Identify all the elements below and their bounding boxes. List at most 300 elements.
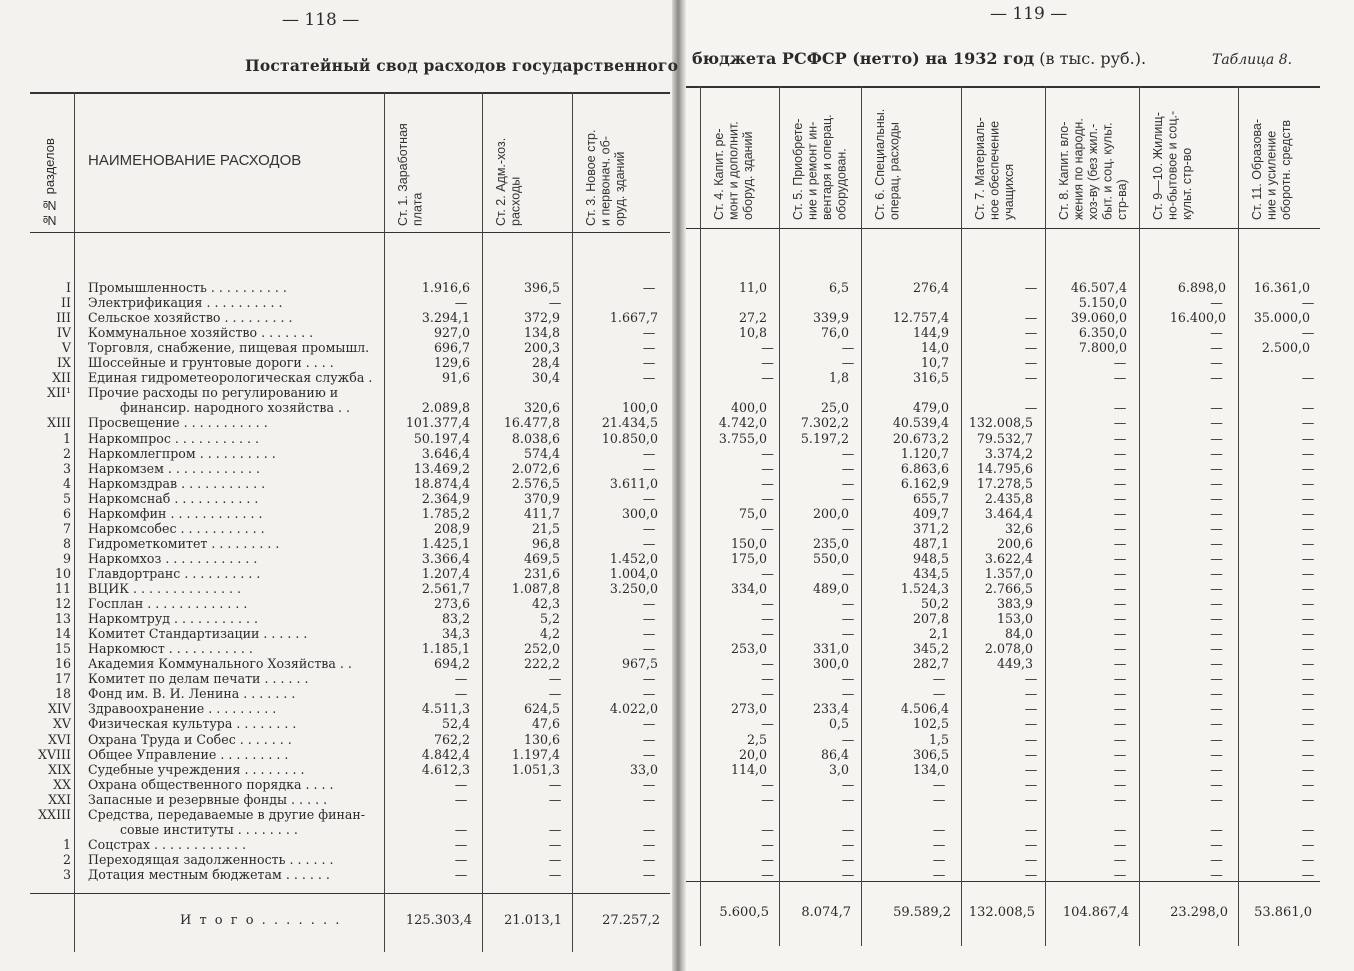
empty-cell: — (1301, 701, 1315, 717)
table-row (0, 355, 1354, 370)
section-number: 14 (54, 626, 71, 642)
empty-cell: — (642, 626, 656, 642)
empty-cell: — (1301, 836, 1315, 852)
section-number: XXI (48, 791, 71, 807)
value-cell: 574,4 (523, 445, 560, 461)
value-cell: 409,7 (912, 505, 949, 521)
empty-cell: — (1301, 445, 1315, 461)
value-cell: 489,0 (812, 581, 849, 596)
value-cell: 1.452,0 (609, 550, 658, 566)
value-cell: 14.795,6 (976, 460, 1033, 476)
table-row (0, 370, 1354, 385)
empty-cell: — (548, 836, 562, 852)
value-cell: 47,6 (531, 716, 560, 732)
empty-cell: — (841, 821, 855, 837)
column-header-2: Ст. 2. Адм.-хоз. расходы (494, 137, 523, 226)
total-value: 59.589,2 (893, 905, 951, 920)
value-cell: 2.561,7 (421, 581, 470, 596)
section-number: XIX (48, 761, 71, 777)
value-cell: 6.863,6 (900, 460, 949, 476)
empty-cell: — (1301, 716, 1315, 732)
empty-cell: — (1113, 821, 1127, 837)
empty-cell: — (1301, 776, 1315, 792)
value-cell: 4.742,0 (718, 415, 767, 431)
empty-cell: — (761, 791, 774, 807)
empty-cell: — (1024, 746, 1038, 762)
empty-cell: — (642, 836, 656, 852)
table-title-right (692, 49, 1146, 68)
empty-cell: — (841, 611, 855, 627)
value-cell: 1,8 (828, 370, 849, 386)
value-cell: 273,0 (730, 701, 767, 717)
empty-cell: — (1024, 280, 1038, 295)
value-cell: 2.766,5 (984, 581, 1033, 596)
value-cell: 14,0 (920, 340, 949, 356)
value-cell: 300,0 (621, 505, 658, 521)
empty-cell: — (548, 686, 562, 702)
expense-name: Наркомлегпром . . . . . . . . . . (88, 445, 276, 461)
value-cell: 2.078,0 (984, 641, 1033, 657)
table-row (0, 822, 1354, 837)
value-cell: 76,0 (820, 325, 849, 341)
empty-cell: — (1301, 295, 1315, 311)
empty-cell: — (761, 836, 774, 852)
table-row (0, 476, 1354, 491)
total-value: 53.861,0 (1254, 905, 1312, 920)
empty-cell: — (454, 836, 468, 852)
expense-name: Наркомюст . . . . . . . . . . . (88, 641, 253, 657)
empty-cell: — (1210, 611, 1223, 627)
column-header-3: Ст. 3. Новое стр. и первонач. об- оруд. зданий (584, 129, 627, 226)
value-cell: 32,6 (1004, 520, 1033, 536)
expense-name: Комитет по делам печати . . . . . . (88, 671, 309, 687)
expense-name: Наркомхоз . . . . . . . . . . . . (88, 550, 258, 566)
empty-cell: — (1210, 821, 1223, 837)
empty-cell: — (1210, 671, 1223, 687)
empty-cell: — (761, 866, 774, 882)
expense-name: Наркомтруд . . . . . . . . . . . (88, 611, 259, 627)
empty-cell: — (1210, 866, 1223, 882)
value-cell: 16.477,8 (503, 415, 560, 431)
value-cell: 6.162,9 (900, 475, 949, 491)
empty-cell: — (841, 671, 855, 687)
section-number: 17 (54, 671, 71, 687)
expense-name: Охрана Труда и Собес . . . . . . . (88, 731, 292, 747)
section-number: XVIII (38, 746, 71, 762)
empty-cell: — (1301, 550, 1315, 566)
empty-cell: — (932, 851, 946, 867)
empty-cell: — (1113, 761, 1127, 777)
value-cell: 276,4 (912, 280, 949, 295)
value-cell: 372,9 (523, 310, 560, 326)
empty-cell: — (1301, 505, 1315, 521)
empty-cell: — (841, 866, 855, 882)
section-number: 2 (62, 445, 71, 461)
empty-cell: — (1301, 641, 1315, 657)
empty-cell: — (932, 686, 946, 702)
empty-cell: — (1113, 716, 1127, 732)
empty-cell: — (1024, 836, 1038, 852)
empty-cell: — (1113, 731, 1127, 747)
total-value: 27.257,2 (602, 913, 660, 928)
value-cell: 50.197,4 (413, 430, 470, 446)
value-cell: 696,7 (433, 340, 470, 356)
value-cell: 10,8 (738, 325, 767, 341)
empty-cell: — (841, 626, 855, 642)
value-cell: 1,5 (928, 731, 949, 747)
empty-cell: — (454, 791, 468, 807)
empty-cell: — (761, 626, 774, 642)
value-cell: 25,0 (820, 400, 849, 416)
value-cell: 10,7 (920, 355, 949, 371)
value-cell: 2.435,8 (984, 490, 1033, 506)
table-row (0, 521, 1354, 536)
section-number: 1 (62, 836, 71, 852)
value-cell: 383,9 (996, 596, 1033, 612)
section-number: 4 (62, 475, 71, 491)
value-cell: 153,0 (996, 611, 1033, 627)
empty-cell: — (1301, 821, 1315, 837)
empty-cell: — (932, 671, 946, 687)
empty-cell: — (1113, 611, 1127, 627)
table-row (0, 280, 1354, 295)
value-cell: 331,0 (812, 641, 849, 657)
empty-cell: — (761, 355, 774, 371)
expense-name: Главдортранс . . . . . . . . . . (88, 565, 261, 581)
empty-cell: — (932, 791, 946, 807)
header-top-rule-right (686, 86, 1320, 88)
value-cell: 479,0 (912, 400, 949, 416)
empty-cell: — (1210, 415, 1223, 431)
value-cell: 21.434,5 (601, 415, 658, 431)
section-number: XIII (47, 415, 71, 431)
value-cell: 2.576,5 (511, 475, 560, 491)
empty-cell: — (1301, 415, 1315, 431)
empty-cell: — (1301, 761, 1315, 777)
column-header-6: Ст. 6. Специальны. операц. расходы (873, 108, 902, 220)
empty-cell: — (1113, 445, 1127, 461)
expense-name: Наркомснаб . . . . . . . . . . . (88, 490, 259, 506)
empty-cell: — (1113, 581, 1127, 596)
empty-cell: — (642, 370, 656, 386)
empty-cell: — (1301, 520, 1315, 536)
empty-cell: — (761, 821, 774, 837)
empty-cell: — (1113, 656, 1127, 672)
value-cell: 3.646,4 (421, 445, 470, 461)
column-header-5: Ст. 5. Приобрете- ние и ремонт ин- вентаря и операц. оборудован. (791, 114, 849, 220)
section-number: XXIII (38, 806, 71, 822)
value-cell: 5.150,0 (1078, 295, 1127, 311)
expense-name: ВЦИК . . . . . . . . . . . . . . (88, 581, 242, 596)
right-page-number: — 119 — (990, 4, 1068, 24)
empty-cell: — (454, 866, 468, 882)
empty-cell: — (1113, 415, 1127, 431)
empty-cell: — (1210, 836, 1223, 852)
header-top-rule-left (30, 92, 670, 94)
empty-cell: — (1024, 355, 1038, 371)
empty-cell: — (1301, 686, 1315, 702)
empty-cell: — (761, 460, 774, 476)
empty-cell: — (1210, 731, 1223, 747)
expense-name: Наркомздрав . . . . . . . . . . . (88, 475, 266, 491)
empty-cell: — (1210, 626, 1223, 642)
table-row (0, 611, 1354, 626)
expense-name: Сельское хозяйство . . . . . . . . . (88, 310, 293, 326)
table-row (0, 340, 1354, 355)
value-cell: 252,0 (523, 641, 560, 657)
table-row (0, 536, 1354, 551)
empty-cell: — (1210, 716, 1223, 732)
value-cell: 100,0 (621, 400, 658, 416)
empty-cell: — (642, 280, 656, 295)
empty-cell: — (1301, 626, 1315, 642)
empty-cell: — (1301, 370, 1315, 386)
value-cell: 231,6 (523, 565, 560, 581)
empty-cell: — (454, 295, 468, 311)
value-cell: 3.611,0 (609, 475, 658, 491)
empty-cell: — (1210, 746, 1223, 762)
empty-cell: — (642, 866, 656, 882)
value-cell: 487,1 (912, 535, 949, 551)
empty-cell: — (1113, 370, 1127, 386)
value-cell: 200,3 (523, 340, 560, 356)
empty-cell: — (1113, 641, 1127, 657)
empty-cell: — (642, 821, 656, 837)
empty-cell: — (761, 445, 774, 461)
table-row (0, 596, 1354, 611)
value-cell: 449,3 (996, 656, 1033, 672)
empty-cell: — (1210, 776, 1223, 792)
section-number: III (56, 310, 71, 326)
empty-cell: — (761, 475, 774, 491)
value-cell: 83,2 (441, 611, 470, 627)
table-row (0, 807, 1354, 822)
value-cell: 2.500,0 (1261, 340, 1310, 356)
empty-cell: — (1113, 626, 1127, 642)
expense-name: Наркомфин . . . . . . . . . . . . (88, 505, 263, 521)
value-cell: 339,9 (812, 310, 849, 326)
section-number: XV (52, 716, 71, 732)
section-number: XX (53, 776, 71, 792)
value-cell: 11,0 (738, 280, 767, 295)
table-number: Таблица 8. (1212, 52, 1293, 68)
empty-cell: — (1210, 325, 1223, 341)
empty-cell: — (1301, 475, 1315, 491)
section-number: V (61, 340, 71, 356)
empty-cell: — (841, 686, 855, 702)
section-number-header: №№ разделов (42, 138, 57, 228)
expense-name: Шоссейные и грунтовые дороги . . . . (88, 355, 334, 371)
empty-cell: — (1024, 866, 1038, 882)
section-number: 6 (62, 505, 71, 521)
value-cell: 282,7 (912, 656, 949, 672)
empty-cell: — (1113, 355, 1127, 371)
empty-cell: — (1301, 611, 1315, 627)
empty-cell: — (761, 656, 774, 672)
empty-cell: — (1024, 761, 1038, 777)
empty-cell: — (1301, 490, 1315, 506)
value-cell: 300,0 (812, 656, 849, 672)
table-title-right-main: бюджета РСФСР (нетто) на 1932 год (692, 49, 1035, 68)
empty-cell: — (1301, 460, 1315, 476)
empty-cell: — (642, 746, 656, 762)
empty-cell: — (454, 686, 468, 702)
value-cell: 134,8 (523, 325, 560, 341)
empty-cell: — (1024, 716, 1038, 732)
empty-cell: — (841, 836, 855, 852)
column-header-7: Ст. 7. Материаль- ное обеспечение учащихся (973, 117, 1016, 220)
empty-cell: — (548, 671, 562, 687)
empty-cell: — (548, 776, 562, 792)
value-cell: 1.916,6 (421, 280, 470, 295)
value-cell: 1.667,7 (609, 310, 658, 326)
value-cell: 20.673,2 (892, 430, 949, 446)
empty-cell: — (761, 370, 774, 386)
empty-cell: — (761, 776, 774, 792)
empty-cell: — (1210, 686, 1223, 702)
value-cell: 927,0 (433, 325, 470, 341)
expense-name: Коммунальное хозяйство . . . . . . . (88, 325, 314, 341)
value-cell: 3,0 (828, 761, 849, 777)
value-cell: 40.539,4 (892, 415, 949, 431)
empty-cell: — (1113, 776, 1127, 792)
empty-cell: — (1210, 581, 1223, 596)
expense-name: Дотация местным бюджетам . . . . . . (88, 866, 330, 882)
empty-cell: — (841, 776, 855, 792)
value-cell: 28,4 (531, 355, 560, 371)
empty-cell: — (1113, 686, 1127, 702)
empty-cell: — (642, 460, 656, 476)
empty-cell: — (761, 716, 774, 732)
header-bottom-rule-right (686, 228, 1320, 229)
value-cell: 12.757,4 (892, 310, 949, 326)
empty-cell: — (1024, 731, 1038, 747)
value-cell: 1.185,1 (421, 641, 470, 657)
table-row (0, 310, 1354, 325)
expense-name: совые институты . . . . . . . . (120, 821, 298, 837)
value-cell: 273,6 (433, 596, 470, 612)
value-cell: 208,9 (433, 520, 470, 536)
empty-cell: — (1113, 550, 1127, 566)
empty-cell: — (1024, 851, 1038, 867)
empty-cell: — (841, 791, 855, 807)
empty-cell: — (1210, 761, 1223, 777)
empty-cell: — (454, 776, 468, 792)
empty-cell: — (1210, 295, 1223, 311)
section-number: I (66, 280, 71, 295)
value-cell: 1.785,2 (421, 505, 470, 521)
table-row (0, 867, 1354, 882)
empty-cell: — (841, 445, 855, 461)
section-number: XII (52, 370, 71, 386)
value-cell: 3.755,0 (718, 430, 767, 446)
empty-cell: — (454, 671, 468, 687)
expense-name: Наркомпрос . . . . . . . . . . . (88, 430, 259, 446)
value-cell: 86,4 (820, 746, 849, 762)
empty-cell: — (642, 445, 656, 461)
section-number: 3 (62, 866, 71, 882)
value-cell: 4.511,3 (421, 701, 470, 717)
value-cell: 1.357,0 (984, 565, 1033, 581)
table-row (0, 792, 1354, 807)
empty-cell: — (1210, 656, 1223, 672)
empty-cell: — (548, 791, 562, 807)
empty-cell: — (1210, 791, 1223, 807)
empty-cell: — (1210, 550, 1223, 566)
empty-cell: — (642, 641, 656, 657)
total-value: 21.013,1 (504, 913, 562, 928)
empty-cell: — (761, 851, 774, 867)
empty-cell: — (1301, 791, 1315, 807)
empty-cell: — (642, 340, 656, 356)
value-cell: 6.898,0 (1177, 280, 1226, 295)
value-cell: 1.524,3 (900, 581, 949, 596)
value-cell: 345,2 (912, 641, 949, 657)
column-header-9: Ст. 9—10. Жилищ- но-бытовое и соц.- культ. стр-во (1151, 110, 1194, 220)
total-value: 125.303,4 (405, 913, 472, 928)
empty-cell: — (761, 340, 774, 356)
empty-cell: — (841, 355, 855, 371)
table-row (0, 686, 1354, 701)
empty-cell: — (1210, 701, 1223, 717)
value-cell: 150,0 (730, 535, 767, 551)
expense-name: Физическая культура . . . . . . . . (88, 716, 297, 732)
empty-cell: — (841, 731, 855, 747)
empty-cell: — (1210, 475, 1223, 491)
table-row (0, 566, 1354, 581)
empty-cell: — (1210, 565, 1223, 581)
empty-cell: — (932, 866, 946, 882)
empty-cell: — (1113, 565, 1127, 581)
empty-cell: — (761, 520, 774, 536)
empty-cell: — (841, 460, 855, 476)
expense-name: Гидрометкомитет . . . . . . . . . (88, 535, 280, 551)
empty-cell: — (642, 535, 656, 551)
value-cell: 2.364,9 (421, 490, 470, 506)
value-cell: 50,2 (920, 596, 949, 612)
empty-cell: — (454, 851, 468, 867)
value-cell: 7.800,0 (1078, 340, 1127, 356)
section-number: XII¹ (47, 385, 71, 401)
empty-cell: — (1301, 325, 1315, 341)
empty-cell: — (932, 776, 946, 792)
empty-cell: — (642, 520, 656, 536)
value-cell: 134,0 (912, 761, 949, 777)
empty-cell: — (1301, 565, 1315, 581)
expense-name: Средства, передаваемые в другие финан- (88, 806, 366, 822)
value-cell: 96,8 (531, 535, 560, 551)
value-cell: 3.250,0 (609, 581, 658, 596)
value-cell: 35.000,0 (1253, 310, 1310, 326)
column-header-1: Ст. 1. Заработная плата (396, 123, 425, 226)
empty-cell: — (1301, 400, 1315, 416)
value-cell: 175,0 (730, 550, 767, 566)
value-cell: 30,4 (531, 370, 560, 386)
empty-cell: — (548, 295, 562, 311)
empty-cell: — (1113, 836, 1127, 852)
table-row (0, 295, 1354, 310)
section-number: IV (56, 325, 71, 341)
empty-cell: — (761, 490, 774, 506)
total-value: 23.298,0 (1170, 905, 1228, 920)
value-cell: 1.004,0 (609, 565, 658, 581)
empty-cell: — (1210, 520, 1223, 536)
table-row (0, 747, 1354, 762)
empty-cell: — (1301, 596, 1315, 612)
table-row (0, 461, 1354, 476)
section-number: II (61, 295, 71, 311)
empty-cell: — (1210, 400, 1223, 416)
